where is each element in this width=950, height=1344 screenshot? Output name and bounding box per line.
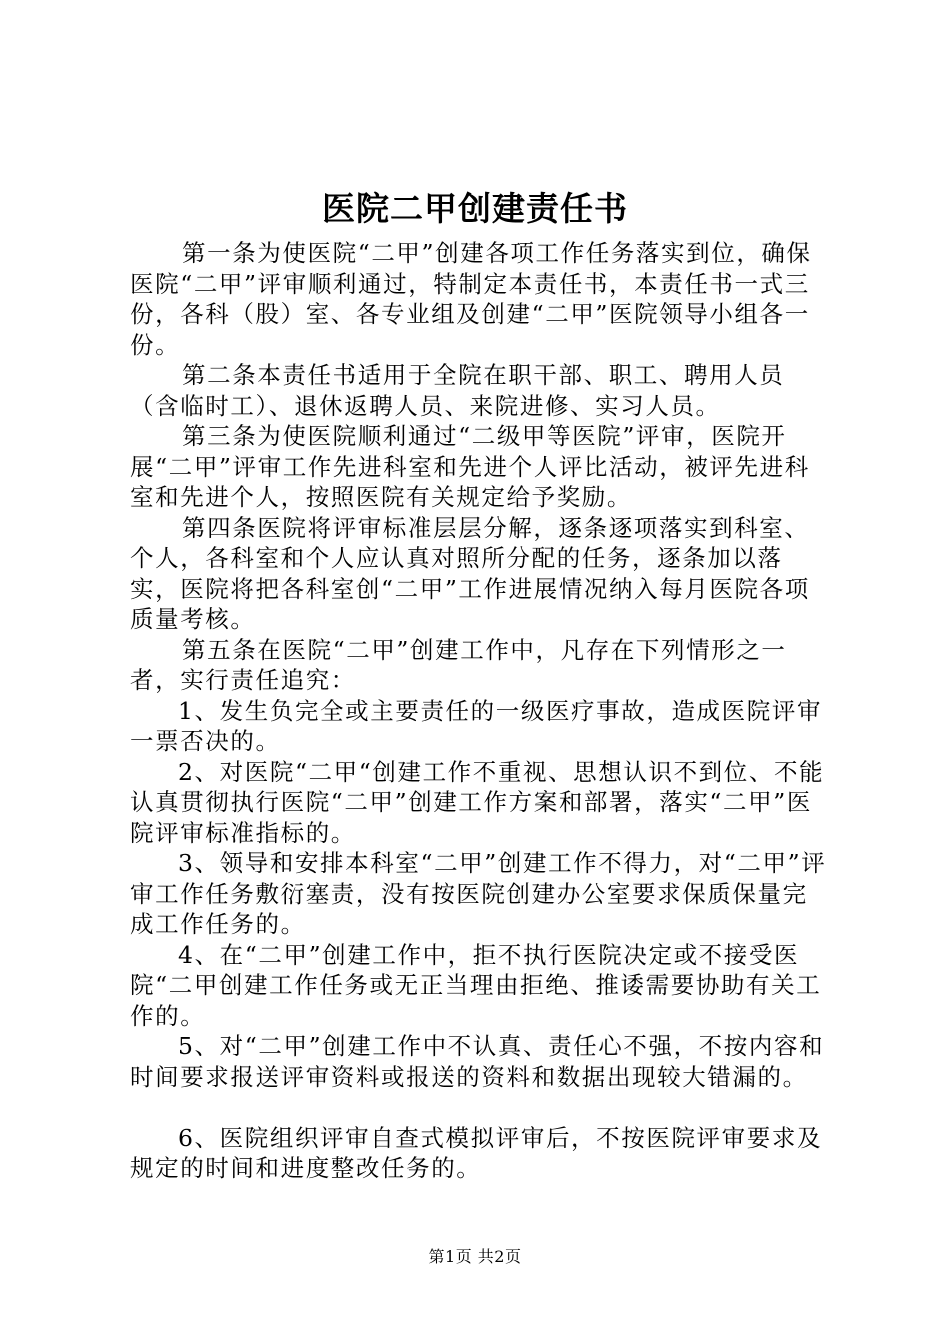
list-item: 2、对医院“二甲“创建工作不重视、思想认识不到位、不能认真贯彻执行医院“二甲”创建工作方案和部署，落实“二甲”医院评审标准指标的。 xyxy=(130,757,825,847)
list-item: 5、对“二甲”创建工作中不认真、责任心不强，不按内容和时间要求报送评审资料或报送的资料和数据出现较大错漏的。 xyxy=(130,1032,825,1091)
list-item: 6、医院组织评审自查式模拟评审后，不按医院评审要求及规定的时间和进度整改任务的。 xyxy=(130,1123,823,1182)
list-item: 1、发生负完全或主要责任的一级医疗事故，造成医院评审一票否决的。 xyxy=(130,696,823,755)
article-2: 第二条本责任书适用于全院在职干部、职工、聘用人员（含临时工）、退休返聘人员、来院进修、实习人员。 xyxy=(130,361,785,420)
page-number-footer: 第1页 共2页 xyxy=(428,1247,522,1266)
article-1: 第一条为使医院“二甲”创建各项工作任务落实到位，确保医院“二甲”评审顺利通过，特制定本责任书，本责任书一式三份，各科（股）室、各专业组及创建“二甲”医院领导小组各一份。 xyxy=(130,239,812,359)
list-item: 4、在“二甲”创建工作中，拒不执行医院决定或不接受医院“二甲创建工作任务或无正当理由拒绝、推诿需要协助有关工作的。 xyxy=(130,940,822,1030)
article-3: 第三条为使医院顺利通过“二级甲等医院”评审，医院开展“二甲”评审工作先进科室和先进个人评比活动，被评先进科室和先进个人，按照医院有关规定给予奖励。 xyxy=(130,422,810,511)
list-item: 3、领导和安排本科室“二甲”创建工作不得力，对“二甲”评审工作任务敷衍塞责，没有按医院创建办公室要求保质保量完成工作任务的。 xyxy=(130,849,827,938)
document-title: 医院二甲创建责任书 xyxy=(322,189,628,228)
article-4: 第四条医院将评审标准层层分解，逐条逐项落实到科室、个人，各科室和个人应认真对照所分配的任务，逐条加以落实，医院将把各科室创“二甲”工作进展情况纳入每月医院各项质量考核。 xyxy=(130,513,810,633)
blank-line xyxy=(130,1092,830,1123)
article-5: 第五条在医院“二甲”创建工作中，凡存在下列情形之一者，实行责任追究： xyxy=(130,635,787,694)
document-body xyxy=(130,238,830,1184)
